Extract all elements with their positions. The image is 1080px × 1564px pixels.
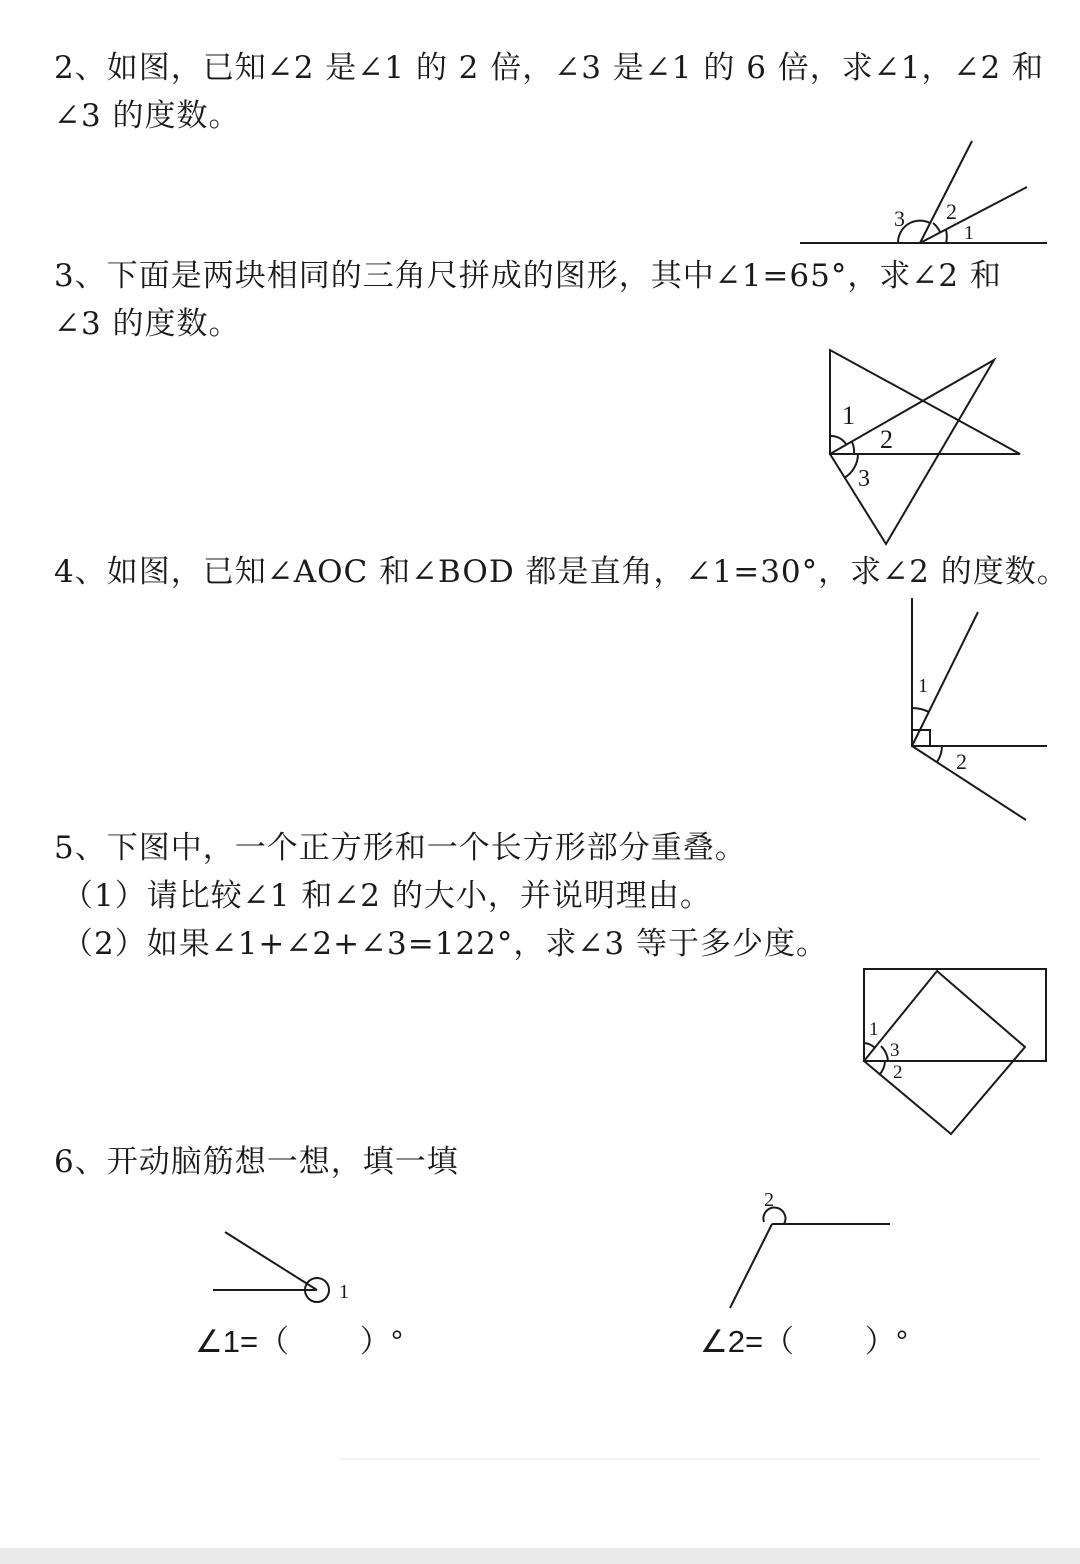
- q6-right-answer-blank[interactable]: ∠2=（ ）°: [700, 1324, 909, 1359]
- q2-text-line1: 2、如图，已知∠2 是∠1 的 2 倍，∠3 是∠1 的 6 倍，求∠1，∠2 和: [54, 50, 1045, 86]
- q2-label-2: 2: [946, 199, 957, 224]
- q4-right-angle-mark: [912, 730, 930, 746]
- q6-right-slanted-ray: [730, 1224, 772, 1308]
- q5-arc-2: [879, 1061, 885, 1075]
- q3-text-line2: ∠3 的度数。: [54, 306, 241, 342]
- q5-arc-1: [864, 1043, 875, 1048]
- q6-left-figure: [205, 1222, 365, 1312]
- q3-label-2: 2: [880, 425, 893, 454]
- q6-left-slanted-ray: [225, 1232, 317, 1290]
- q2-label-1: 1: [964, 222, 974, 244]
- page-faint-divider: [340, 1458, 1040, 1460]
- page-bottom-bar: [0, 1548, 1080, 1564]
- q5-figure: [855, 962, 1055, 1142]
- q4-text-line1: 4、如图，已知∠AOC 和∠BOD 都是直角，∠1=30°，求∠2 的度数。: [54, 554, 1069, 590]
- q3-arc-3: [844, 454, 858, 478]
- q3-arc-1: [830, 436, 846, 444]
- q2-figure: [790, 135, 1055, 255]
- q6-right-label-2: 2: [764, 1189, 774, 1211]
- q6-left-label-1: 1: [339, 1281, 349, 1303]
- q5-label-3: 3: [890, 1040, 900, 1061]
- q3-label-1: 1: [842, 401, 855, 430]
- q3-text-line1: 3、下面是两块相同的三角尺拼成的图形，其中∠1=65°，求∠2 和: [54, 258, 1002, 294]
- q5-arc-3: [881, 1046, 888, 1061]
- q5-text-line1: 5、下图中，一个正方形和一个长方形部分重叠。: [54, 830, 747, 866]
- q2-arc-1: [946, 230, 947, 243]
- q3-figure: [818, 340, 1033, 555]
- q5-label-1: 1: [869, 1019, 879, 1040]
- q5-sub-question-1: （1）请比较∠1 和∠2 的大小，并说明理由。: [62, 878, 712, 914]
- q5-square: [864, 971, 1025, 1134]
- q2-text-line2: ∠3 的度数。: [54, 98, 241, 134]
- q4-arc-2: [937, 746, 942, 762]
- q6-right-figure: [720, 1186, 900, 1316]
- q4-figure: [900, 596, 1055, 826]
- q4-arc-1: [912, 708, 929, 712]
- q2-label-3: 3: [894, 206, 905, 231]
- q6-text-line1: 6、开动脑筋想一想，填一填: [54, 1144, 459, 1180]
- q4-ray-od: [912, 746, 1026, 820]
- q6-left-answer-blank[interactable]: ∠1=（ ）°: [195, 1324, 404, 1359]
- q3-label-3: 3: [858, 466, 870, 492]
- q4-label-2: 2: [956, 749, 967, 774]
- q4-label-1: 1: [918, 675, 928, 697]
- q5-sub-question-2: （2）如果∠1+∠2+∠3=122°，求∠3 等于多少度。: [62, 926, 828, 962]
- q5-label-2: 2: [893, 1062, 903, 1083]
- q2-arc-2: [933, 223, 940, 232]
- q3-arc-2: [852, 442, 854, 454]
